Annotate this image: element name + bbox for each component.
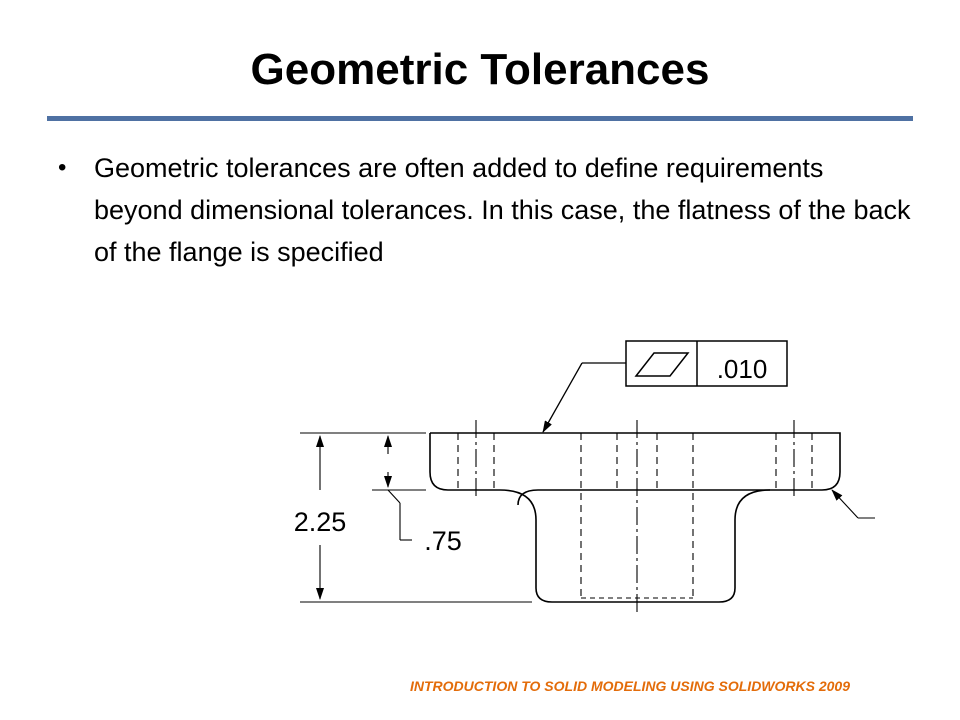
flange-outline-right [430,433,840,505]
fcf-tolerance-value: .010 [716,354,768,384]
hidden-lines [458,420,812,612]
fcf-leader [543,363,626,432]
part-outline [430,433,840,602]
footer-text: INTRODUCTION TO SOLID MODELING USING SOLIDWORKS 2009 [410,678,850,694]
flange-outline-left [430,433,500,490]
dimension-overall-height-value: 2.25 [293,507,347,537]
slide-title: Geometric Tolerances [250,45,710,94]
bullet-text: Geometric tolerances are often added to define requirements beyond dimensional tolerances. In this case, the flatness of the back of the flange is specified [94,153,911,267]
feature-control-frame [626,341,787,386]
hub-outline [536,520,735,602]
dimension-flange-thickness [372,436,426,540]
bullet-icon: • [58,154,67,181]
fillet-leader [832,490,875,518]
dimension-flange-thickness-value: .75 [424,526,462,556]
right-fillet [735,490,770,520]
